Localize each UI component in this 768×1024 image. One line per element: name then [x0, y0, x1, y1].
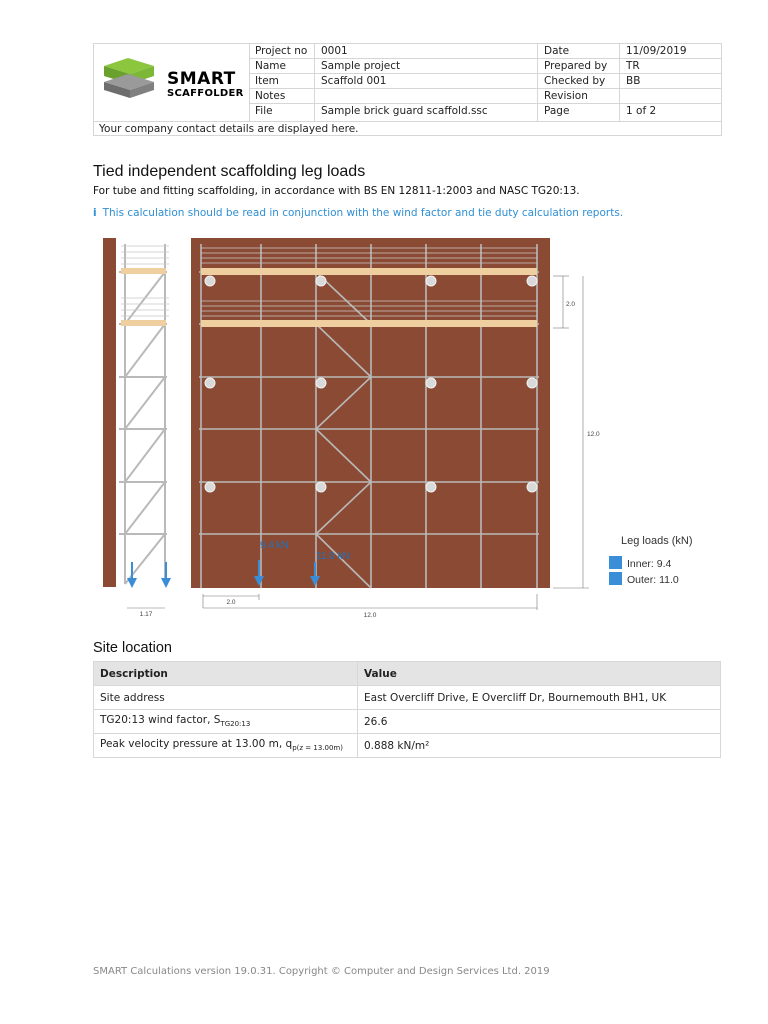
legend-item-outer: Outer: 11.0 [627, 574, 679, 586]
dim-height: 12.0 [587, 431, 600, 438]
side-arrow-inner [127, 562, 137, 588]
legend-swatch-outer [609, 572, 622, 585]
legend-title: Leg loads (kN) [621, 535, 693, 547]
row-desc-text: Peak velocity pressure at 13.00 m, q [100, 738, 293, 751]
label-item: Item [249, 74, 315, 89]
company-contact: Your company contact details are displayed here. [94, 121, 721, 136]
logo-line1: SMART [167, 69, 236, 89]
dim-side-width: 1.17 [139, 611, 153, 618]
label-file: File [249, 104, 315, 121]
info-icon: i [93, 207, 97, 219]
elevation-board-2 [201, 320, 537, 327]
legend [609, 535, 693, 586]
table-header-row [94, 662, 721, 686]
value-page: 1 of 2 [626, 105, 657, 117]
side-board-2 [121, 320, 166, 326]
page-title: Tied independent scaffolding leg loads [93, 163, 366, 180]
scaffold-drawing [95, 232, 695, 622]
row-desc-sub: TG20:13 [220, 720, 251, 729]
table-row [94, 686, 721, 710]
row-value: 26.6 [358, 710, 721, 734]
side-wall [103, 238, 116, 587]
header-value: Value [358, 662, 721, 686]
row-desc-text: TG20:13 wind factor, S [100, 714, 221, 727]
value-name: Sample project [315, 59, 538, 74]
table-row [94, 710, 721, 734]
header-table [93, 43, 722, 136]
value-file: Sample brick guard scaffold.ssc [315, 104, 538, 121]
row-desc [94, 710, 358, 734]
label-page: Page [538, 104, 620, 121]
label-name: Name [249, 59, 315, 74]
logo-line2: SCAFFOLDER [167, 88, 244, 99]
row-value: 0.888 kN/m² [358, 734, 721, 758]
side-arrow-outer [161, 562, 171, 588]
load-inner-label: 9.4 kN [260, 540, 289, 551]
smart-scaffolder-logo-icon [94, 44, 249, 121]
label-notes: Notes [249, 89, 315, 104]
value-item: Scaffold 001 [315, 74, 538, 89]
label-prepared-by: Prepared by [538, 59, 620, 74]
value-date: 11/09/2019 [620, 44, 721, 59]
page-subtitle: For tube and fitting scaffolding, in accordance with BS EN 12811-1:2003 and NASC TG20:13. [93, 185, 580, 197]
row-desc [94, 734, 358, 758]
value-prepared-by: TR [620, 59, 721, 74]
elevation-board-1 [201, 268, 537, 275]
info-note [93, 207, 623, 219]
dim-length: 12.0 [363, 612, 377, 619]
elevation-view [191, 238, 600, 619]
label-date: Date [538, 44, 620, 59]
value-checked-by: BB [620, 74, 721, 89]
site-table [93, 661, 721, 758]
label-project-no: Project no [249, 44, 315, 59]
side-board-1 [121, 268, 166, 274]
label-revision: Revision [538, 89, 620, 104]
row-value: East Overcliff Drive, E Overcliff Dr, Bournemouth BH1, UK [358, 686, 721, 710]
row-desc: Site address [94, 686, 358, 710]
side-view [103, 238, 171, 618]
info-text: This calculation should be read in conjunction with the wind factor and tie duty calculation reports. [102, 207, 624, 219]
dim-lift-height: 2.0 [566, 301, 576, 308]
footer: SMART Calculations version 19.0.31. Copyright © Computer and Design Services Ltd. 2019 [93, 966, 550, 977]
dim-bay-width: 2.0 [226, 599, 236, 606]
table-row [94, 734, 721, 758]
value-project-no: 0001 [315, 44, 538, 59]
label-checked-by: Checked by [538, 74, 620, 89]
row-desc-sub: p(z = 13.00m) [292, 744, 343, 753]
value-revision [620, 89, 721, 104]
value-notes [315, 89, 538, 104]
site-section-title: Site location [93, 640, 172, 656]
header-description: Description [94, 662, 358, 686]
load-outer-label: 11.0 kN [316, 551, 350, 562]
legend-item-inner: Inner: 9.4 [627, 558, 672, 570]
legend-swatch-inner [609, 556, 622, 569]
logo [94, 44, 250, 121]
